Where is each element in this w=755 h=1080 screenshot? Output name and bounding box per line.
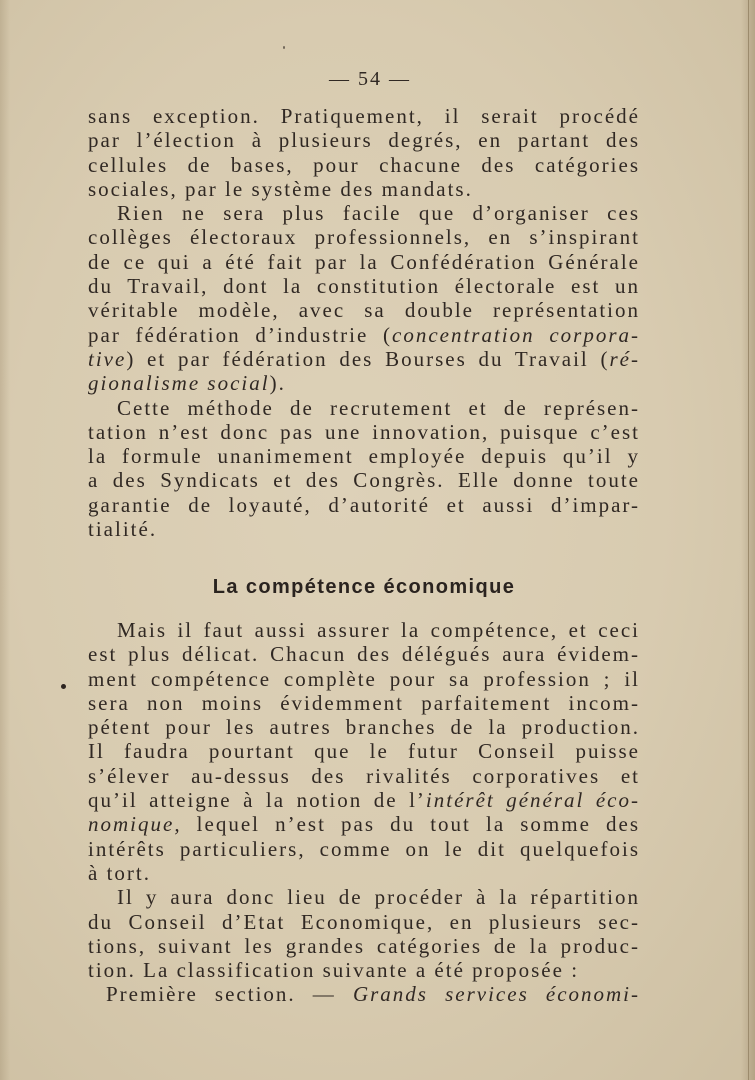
text-line: du Travail, dont la constitution électorale est un — [88, 274, 640, 299]
paragraph — [88, 885, 640, 982]
paragraph — [88, 982, 640, 1006]
page-edge-shadow-left — [0, 0, 10, 1080]
italic-text: nomique, — [88, 812, 182, 837]
text-line: garantie de loyauté, d’autorité et aussi d’impar- — [88, 492, 640, 517]
text-line: du Conseil d’Etat Economique, en plusieurs sec- — [88, 909, 640, 934]
italic-text: Grands services économi- — [352, 982, 641, 1007]
text-line: Cette méthode de recrutement et de représen- — [117, 395, 640, 420]
text-line: Mais il faut aussi assurer la compétence, et ceci — [117, 618, 640, 642]
text-line: Rien ne sera plus facile que d’organiser ces — [117, 201, 640, 226]
italic-text: concentration corpora- — [392, 322, 640, 347]
paragraph — [88, 396, 640, 542]
section-heading: La compétence économique — [212, 576, 516, 598]
text-line: sans exception. Pratiquement, il serait procédé — [88, 104, 640, 128]
scan-speck — [61, 684, 66, 689]
text-line: de ce qui a été fait par la Confédération Générale — [88, 249, 640, 274]
text-line — [88, 982, 640, 1006]
paragraph — [88, 104, 640, 201]
text-line: tialité. — [88, 517, 158, 542]
page-number: — 54 — — [329, 68, 411, 90]
italic-text: gionalisme social — [88, 371, 270, 396]
text-block-lower — [88, 618, 640, 1007]
text-line: véritable modèle, avec sa double représentation — [88, 298, 640, 323]
italic-text: tive — [88, 346, 127, 371]
text-segment: lequel n’est pas du tout la somme des — [181, 812, 640, 837]
text-line: intérêts particuliers, comme on le dit quelquefois — [88, 836, 640, 861]
text-line: par l’élection à plusieurs degrés, en partant des — [88, 128, 640, 153]
text-segment: ). — [269, 371, 286, 396]
paragraph — [88, 201, 640, 395]
text-line: s’élever au-dessus des rivalités corporatives et — [88, 763, 640, 788]
text-segment: Première section. — — [106, 982, 353, 1007]
text-line: a des Syndicats et des Congrès. Elle donne toute — [88, 468, 640, 493]
paragraph — [88, 618, 640, 885]
text-block-upper — [88, 104, 640, 541]
text-line: est plus délicat. Chacun des délégués aura évidem- — [88, 642, 640, 667]
text-line: à tort. — [88, 860, 151, 885]
text-line: collèges électoraux professionnels, en s’inspirant — [88, 225, 640, 250]
text-segment: par fédération d’industrie ( — [88, 322, 392, 347]
italic-text: ré- — [609, 346, 640, 371]
text-line — [88, 347, 640, 371]
text-line — [88, 788, 640, 812]
text-line: cellules de bases, pour chacune des catégories — [88, 152, 640, 177]
text-line: ment compétence complète pour sa profession ; il — [88, 666, 640, 691]
text-line: sera non moins évidemment parfaitement incom- — [88, 690, 640, 715]
page-edge-line — [748, 0, 749, 1080]
text-line: Il y aura donc lieu de procéder à la répartition — [117, 885, 640, 910]
text-line: tions, suivant les grandes catégories de la produc- — [88, 933, 640, 958]
italic-text: intérêt général éco- — [425, 788, 640, 813]
text-line: tion. La classification suivante a été proposée : — [88, 958, 580, 983]
text-line: pétent pour les autres branches de la production. — [88, 715, 640, 740]
text-line — [88, 812, 640, 836]
text-line — [88, 371, 640, 395]
text-line: Il faudra pourtant que le futur Conseil puisse — [88, 739, 640, 764]
text-line: sociales, par le système des mandats. — [88, 176, 473, 201]
text-segment: qu’il atteigne à la notion de l’ — [88, 788, 426, 813]
text-line: la formule unanimement employée depuis qu’il y — [88, 444, 640, 469]
text-segment: ) et par fédération des Bourses du Travail ( — [126, 346, 610, 371]
text-line — [88, 323, 640, 347]
scan-speck — [283, 46, 285, 49]
text-line: tation n’est donc pas une innovation, puisque c’est — [88, 419, 640, 444]
